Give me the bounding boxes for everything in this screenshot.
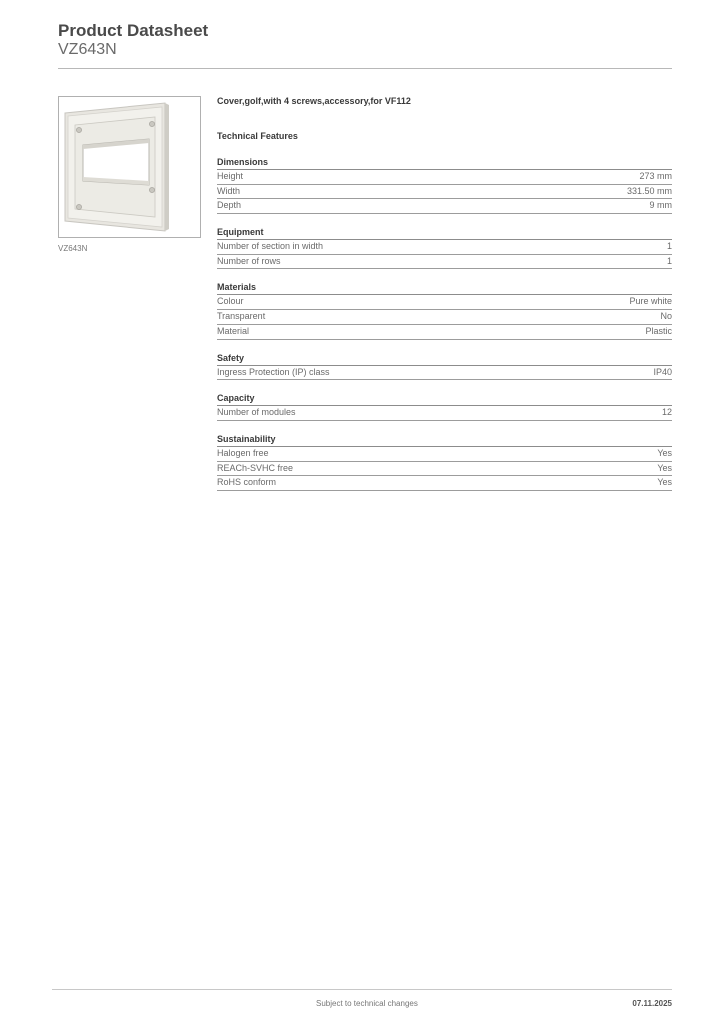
- image-caption: VZ643N: [58, 244, 88, 253]
- product-description: Cover,golf,with 4 screws,accessory,for VF112: [217, 96, 411, 106]
- section-dimensions: [217, 156, 672, 214]
- page-title: Product Datasheet: [58, 21, 209, 40]
- spec-label: REACh-SVHC free: [217, 462, 294, 473]
- spec-value: 1: [666, 241, 672, 252]
- spec-value: No: [660, 311, 672, 322]
- spec-row: [217, 199, 672, 214]
- section-sustainability: [217, 433, 672, 491]
- spec-label: Halogen free: [217, 447, 269, 458]
- spec-value: 9 mm: [649, 200, 672, 211]
- footer-divider: [52, 989, 672, 990]
- spec-label: Number of section in width: [217, 241, 324, 252]
- spec-label: Number of modules: [217, 407, 296, 418]
- feature-sections: [217, 156, 672, 491]
- spec-row: [217, 476, 672, 491]
- section-title: Dimensions: [217, 156, 672, 170]
- spec-value: Plastic: [645, 325, 672, 336]
- spec-label: RoHS conform: [217, 477, 277, 488]
- section-title: Equipment: [217, 226, 672, 240]
- datasheet-content: [217, 96, 672, 491]
- section-capacity: [217, 392, 672, 421]
- spec-row: [217, 310, 672, 325]
- spec-value: Yes: [657, 477, 672, 488]
- spec-label: Height: [217, 171, 244, 181]
- technical-features-heading: Technical Features: [217, 131, 298, 141]
- spec-row: [217, 406, 672, 421]
- spec-row: [217, 185, 672, 200]
- section-title: Materials: [217, 281, 672, 295]
- spec-label: Width: [217, 185, 241, 196]
- spec-value: 12: [661, 407, 672, 418]
- header-divider: [58, 68, 672, 69]
- cover-panel-illustration: [59, 97, 200, 237]
- product-code: VZ643N: [58, 41, 117, 58]
- section-title: Sustainability: [217, 433, 672, 447]
- footer-date: 07.11.2025: [632, 999, 672, 1008]
- spec-row: [217, 447, 672, 462]
- section-title: Capacity: [217, 392, 672, 406]
- spec-label: Colour: [217, 296, 244, 307]
- spec-row: [217, 462, 672, 477]
- spec-row: [217, 295, 672, 310]
- spec-value: Pure white: [629, 296, 672, 307]
- spec-value: 273 mm: [639, 171, 672, 181]
- spec-label: Material: [217, 325, 250, 336]
- product-image: [58, 96, 201, 238]
- page-header: [58, 22, 672, 59]
- spec-row: [217, 170, 672, 185]
- section-title: Safety: [217, 352, 672, 366]
- spec-label: Number of rows: [217, 255, 281, 266]
- spec-row: [217, 325, 672, 340]
- spec-label: Depth: [217, 200, 242, 211]
- spec-label: Ingress Protection (IP) class: [217, 366, 330, 377]
- spec-value: Yes: [657, 462, 672, 473]
- spec-row: [217, 255, 672, 270]
- spec-value: 331.50 mm: [626, 185, 672, 196]
- section-materials: [217, 281, 672, 339]
- footer-note: Subject to technical changes: [316, 999, 418, 1008]
- spec-label: Transparent: [217, 311, 266, 322]
- section-equipment: [217, 226, 672, 269]
- section-safety: [217, 352, 672, 381]
- spec-row: [217, 240, 672, 255]
- spec-row: [217, 366, 672, 381]
- spec-value: IP40: [653, 366, 672, 377]
- spec-value: Yes: [657, 447, 672, 458]
- spec-value: 1: [666, 255, 672, 266]
